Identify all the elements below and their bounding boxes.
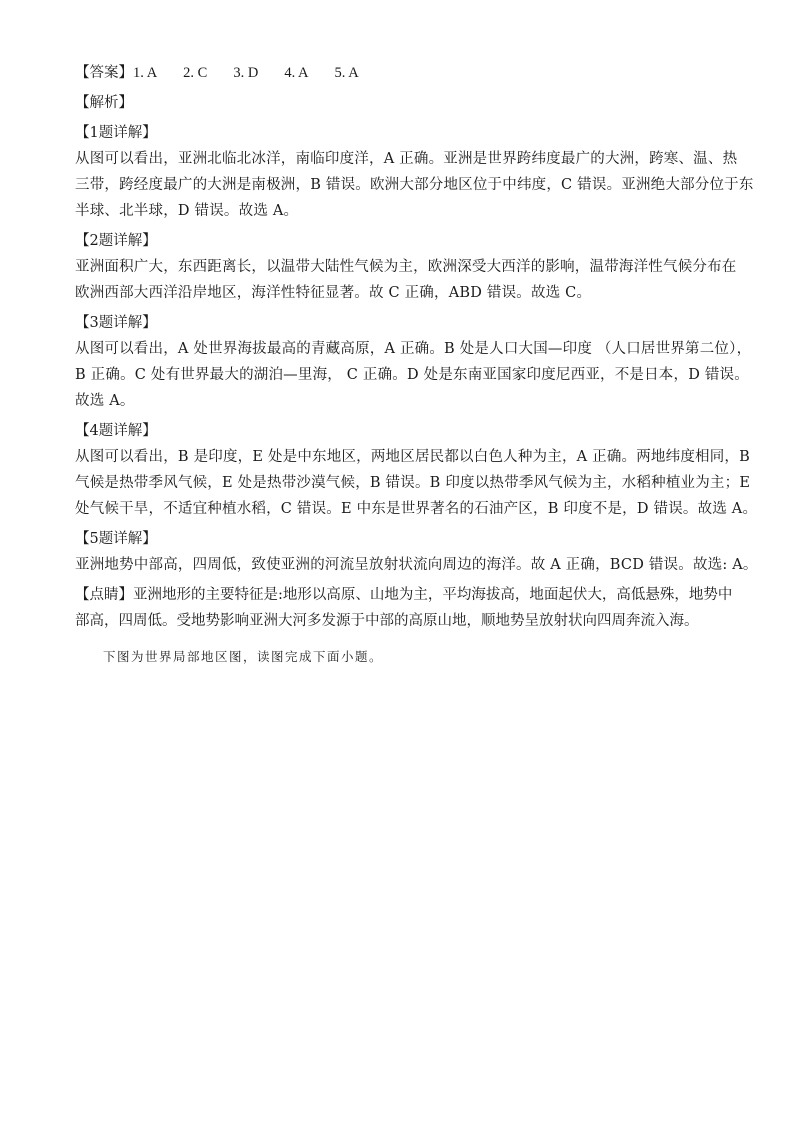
analysis-label: 【解析】 (75, 95, 133, 111)
answer-item-4: 4. A (284, 65, 309, 81)
answer-line (75, 60, 720, 86)
question-2-heading: 【2题详解】 (75, 233, 157, 249)
question-4-line-3: 处气候干旱，不适宜种植水稻，C 错误。E 中东是世界著名的石油产区，B 印度不是，D 错误。故选 A。 (75, 501, 758, 517)
question-3-section (75, 310, 752, 414)
question-3-line-1: 从图可以看出，A 处世界海拔最高的青藏高原，A 正确。B 处是人口大国—印度 （人口居世界第二位）， (75, 341, 752, 357)
question-2-line-2: 欧洲西部大西洋沿岸地区，海洋性特征显著。故 C 正确，ABD 错误。故选 C。 (75, 285, 592, 301)
answer-item-1: 1. A (133, 65, 158, 81)
key-point-line-2: 部高，四周低。受地势影响亚洲大河多发源于中部的高原山地，顺地势呈放射状向四周奔流入海。 (75, 613, 699, 629)
answer-item-5: 5. A (334, 65, 359, 81)
question-5-heading: 【5题详解】 (75, 531, 157, 547)
question-4-line-1: 从图可以看出，B 是印度，E 处是中东地区，两地区居民都以白色人种为主，A 正确。两地纬度相同，B (75, 449, 750, 465)
question-1-line-2: 三带，跨经度最广的大洲是南极洲，B 错误。欧洲大部分地区位于中纬度，C 错误。亚洲绝大部分位于东 (75, 177, 754, 193)
question-2-section (75, 228, 737, 306)
answer-item-2: 2. C (183, 65, 208, 81)
question-1-heading: 【1题详解】 (75, 125, 157, 141)
question-5-explanation (75, 552, 758, 578)
question-1-line-1: 从图可以看出，亚洲北临北冰洋，南临印度洋，A 正确。亚洲是世界跨纬度最广的大洲，跨寒、温、热 (75, 151, 738, 167)
question-1-explanation (75, 146, 754, 224)
question-1-section (75, 120, 754, 224)
answer-label: 【答案】 (75, 65, 133, 81)
question-1-line-3: 半球、北半球，D 错误。故选 A。 (75, 203, 299, 219)
key-point-line-1: 【点睛】亚洲地形的主要特征是:地形以高原、山地为主，平均海拔高，地面起伏大，高低悬殊，地势中 (75, 587, 733, 603)
question-5-section (75, 526, 758, 578)
question-2-explanation (75, 254, 737, 306)
answer-item-3: 3. D (233, 65, 259, 81)
question-3-line-2: B 正确。C 处有世界最大的湖泊—里海， C 正确。D 处是东南亚国家印度尼西亚，不是日本，D 错误。 (75, 367, 749, 383)
question-4-explanation (75, 444, 758, 522)
question-2-line-1: 亚洲面积广大，东西距离长，以温带大陆性气候为主，欧洲深受大西洋的影响，温带海洋性气候分布在 (75, 259, 737, 275)
document-content (75, 60, 758, 681)
key-point-note (75, 582, 733, 634)
question-4-heading: 【4题详解】 (75, 423, 157, 439)
next-question-intro: 下图为世界局部地区图，读图完成下面小题。 (103, 649, 384, 664)
question-4-section (75, 418, 758, 522)
question-3-line-3: 故选 A。 (75, 393, 135, 409)
question-3-explanation (75, 336, 752, 414)
question-3-heading: 【3题详解】 (75, 315, 157, 331)
question-5-line-1: 亚洲地势中部高，四周低，致使亚洲的河流呈放射状流向周边的海洋。故 A 正确，BCD 错误。故选: A。 (75, 557, 758, 573)
question-4-line-2: 气候是热带季风气候，E 处是热带沙漠气候，B 错误。B 印度以热带季风气候为主，水稻种植业为主；E (75, 475, 751, 491)
